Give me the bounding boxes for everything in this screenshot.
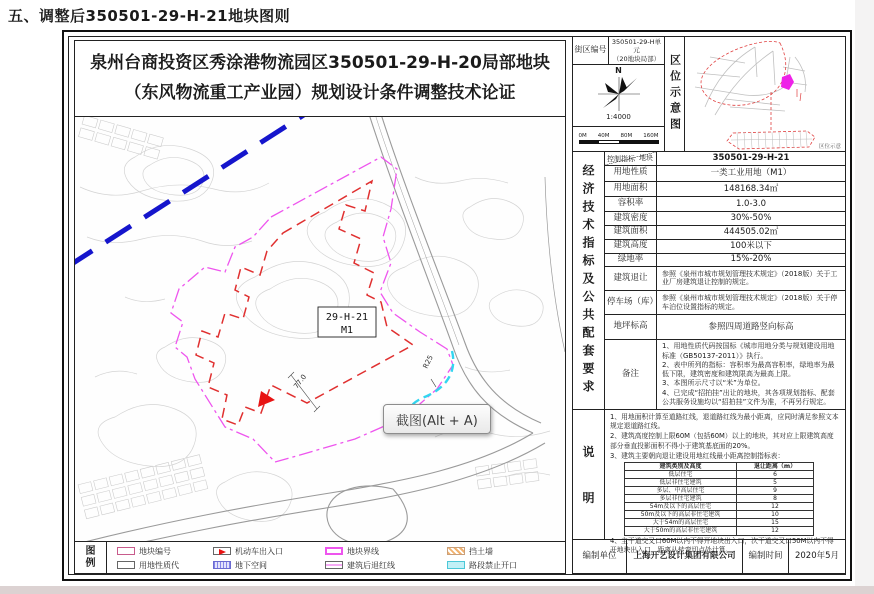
scalebar-tick: 80M bbox=[620, 132, 633, 139]
legend-item-no-opening bbox=[447, 560, 565, 571]
drawing-title bbox=[75, 41, 565, 117]
legend-item-plot-boundary bbox=[325, 546, 447, 557]
retaining-wall-icon bbox=[447, 547, 465, 555]
plot-use-label: M1 bbox=[340, 325, 354, 336]
plot-id-value: 350501-29-H-21 bbox=[712, 153, 790, 164]
indicators-section bbox=[572, 152, 846, 410]
setback-table: 建筑类别及高度 退让距离（m） 低层住宅 6 低层非住宅建筑 5 多层、中高层住宅 9 多层非住宅建筑 8 54m及以下的高层住宅 12 50m及以下的高层非住宅建筑 10 大于54m的高层住宅 15 大于50m的高层非住宅建筑 12 bbox=[624, 462, 814, 536]
row-setback: 建筑退让 参照《泉州市城市规划管理技术规定》（2018版）关于工业厂房建筑退让控制的规定。 bbox=[605, 267, 845, 291]
row-green: 绿地率 15%-20% bbox=[605, 254, 845, 267]
drawing-title-line2: （东风物流重工产业园）规划设计条件调整技术论证 bbox=[124, 82, 516, 103]
row-landuse: 用地性质 一类工业用地（M1） bbox=[605, 166, 845, 182]
org-value: 上海开艺设计集团有限公司 bbox=[627, 540, 743, 573]
note-1: 1、用地面积计算至道路红线，退道路红线为最小距离，应同时满足参照文本规定退道路红线。 bbox=[610, 413, 839, 431]
underground-space-icon bbox=[213, 561, 231, 569]
notes-vertical-title: 说 明 bbox=[573, 410, 605, 539]
map-panel bbox=[74, 40, 566, 574]
notes-body bbox=[605, 410, 845, 554]
row-floor-area: 建筑面积 444505.02㎡ bbox=[605, 226, 845, 240]
legend-label: 地块编号 bbox=[139, 546, 171, 556]
notes-section bbox=[572, 410, 846, 554]
legend bbox=[75, 541, 565, 573]
setback-row: 50m及以下的高层非住宅建筑 10 bbox=[625, 510, 813, 518]
rail-line bbox=[75, 117, 313, 267]
title-block-footer bbox=[572, 540, 846, 574]
scalebar-ticks bbox=[579, 134, 659, 140]
time-value: 2020年5月 bbox=[794, 551, 840, 562]
scalebar bbox=[573, 127, 664, 151]
scale-ratio-label: 1:4000 bbox=[606, 113, 631, 121]
row-height: 建筑高度 100米以下 bbox=[605, 240, 845, 254]
diag-top-label: 地块 bbox=[639, 154, 653, 162]
block-number-row bbox=[573, 37, 664, 65]
location-minimap-canvas bbox=[685, 37, 845, 151]
legend-heading-char1: 图 bbox=[85, 545, 96, 557]
setback-row: 低层住宅 6 bbox=[625, 470, 813, 478]
legend-item-plot-number bbox=[117, 546, 213, 557]
note-4: 4、主干道交叉口60M以内不得开地块出入口，次干道交叉口50M以内不得开地块出入口，距离从转弯切点处计算。 bbox=[610, 536, 834, 554]
plot-boundary-icon bbox=[325, 547, 343, 555]
legend-label: 机动车出入口 bbox=[235, 546, 283, 556]
radius-label: R25 bbox=[421, 353, 435, 370]
scalebar-tick: 40M bbox=[597, 132, 610, 139]
plot-number-icon bbox=[117, 547, 135, 555]
row-parking: 停车场（库） 参照《泉州市城市规划管理技术规定》（2018版）关于停车泊位设置指标的规定。 bbox=[605, 291, 845, 315]
setback-row: 大于54m的高层住宅 15 bbox=[625, 518, 813, 526]
landuse-code-icon bbox=[117, 561, 135, 569]
legend-label: 地下空间 bbox=[235, 560, 267, 570]
row-area: 用地面积 148168.34㎡ bbox=[605, 182, 845, 198]
location-minimap bbox=[685, 37, 845, 151]
org-label: 编制单位 bbox=[573, 540, 627, 573]
legend-items bbox=[107, 542, 565, 573]
time-label: 编制时间 bbox=[743, 540, 789, 573]
setback-row: 大于50m的高层非住宅建筑 12 bbox=[625, 526, 813, 534]
header-left bbox=[573, 37, 665, 151]
setback-line-icon bbox=[325, 561, 343, 569]
row-far: 容积率 1.0-3.0 bbox=[605, 197, 845, 212]
note-2: 2、建筑高度控制上限60M（包括60M）以上的地块，其对应上限建筑高度部分垂直投影面积不得小于建筑基底面的20%。 bbox=[610, 432, 834, 450]
vehicle-entrance-marker bbox=[258, 391, 275, 407]
block-number-value bbox=[609, 37, 664, 64]
page-bottom-strip bbox=[0, 586, 874, 594]
block-number-label: 街区编号 bbox=[573, 37, 609, 64]
block-number-line1: 350501-29-H单元 bbox=[611, 37, 662, 55]
vehicle-entrance-icon bbox=[213, 547, 231, 555]
minimap-caption: 区位示意 bbox=[818, 144, 841, 150]
note-3: 3、建筑主要朝向退让建设用地红线最小距离控制指标表： bbox=[610, 451, 785, 460]
legend-item-underground bbox=[213, 560, 325, 571]
legend-item-setback-line bbox=[325, 560, 447, 571]
page-right-margin bbox=[855, 0, 874, 594]
site-map-canvas bbox=[75, 117, 565, 541]
minimap-plot-highlight bbox=[781, 74, 794, 90]
legend-item-landuse-code bbox=[117, 560, 213, 571]
scalebar-bar bbox=[579, 140, 659, 144]
legend-label: 用地性质代 bbox=[139, 560, 179, 570]
dim-77-label: 77.0 bbox=[292, 373, 309, 391]
drawing-title-line1: 泉州台商投资区秀涂港物流园区350501-29-H-20局部地块 bbox=[90, 52, 550, 73]
legend-item-retaining-wall bbox=[447, 546, 565, 557]
setback-row: 低层非住宅建筑 5 bbox=[625, 478, 813, 486]
location-panel-title: 区位示意图 bbox=[665, 37, 685, 151]
setback-row: 54m及以下的高层住宅 12 bbox=[625, 502, 813, 510]
scalebar-tick: 160M bbox=[643, 132, 659, 139]
compass-cell bbox=[573, 65, 664, 127]
minimap-marks bbox=[797, 89, 801, 101]
legend-heading bbox=[75, 542, 107, 573]
north-label: N bbox=[615, 66, 622, 75]
plot-label-box bbox=[318, 307, 376, 337]
minimap-boundary bbox=[701, 41, 786, 105]
site-map bbox=[75, 117, 565, 541]
info-panel bbox=[572, 36, 846, 574]
page-title: 五、调整后350501-29-H-21地块图则 bbox=[8, 7, 291, 25]
legend-label: 路段禁止开口 bbox=[469, 560, 517, 570]
parcel-texture bbox=[78, 117, 539, 519]
legend-heading-char2: 例 bbox=[85, 557, 96, 569]
header-strip bbox=[572, 36, 846, 152]
row-elevation: 地坪标高 参照四周道路竖向标高 bbox=[605, 315, 845, 340]
contour-texture bbox=[80, 145, 550, 521]
scalebar-tick: 0M bbox=[578, 132, 587, 139]
indicators-header-row bbox=[605, 152, 845, 166]
minimap-island bbox=[727, 131, 815, 149]
diagonal-header-cell bbox=[605, 152, 657, 165]
legend-item-vehicle-entrance bbox=[213, 546, 325, 557]
screenshot-tooltip: 截图(Alt + A) bbox=[383, 404, 491, 434]
compass-rose-icon bbox=[596, 75, 642, 113]
indicators-table bbox=[605, 152, 845, 409]
row-density: 建筑密度 30%-50% bbox=[605, 212, 845, 226]
plot-code-label: 29-H-21 bbox=[325, 312, 369, 323]
setback-row: 多层、中高层住宅 9 bbox=[625, 486, 813, 494]
legend-label: 挡土墙 bbox=[469, 546, 493, 556]
drawing-frame bbox=[62, 30, 852, 581]
indicators-vertical-title: 经济技术指标及公共配套要求 bbox=[573, 152, 605, 409]
legend-label: 建筑后退红线 bbox=[347, 560, 395, 570]
legend-label: 地块界线 bbox=[347, 546, 379, 556]
plot-boundary bbox=[196, 181, 413, 425]
remarks-text: 1、用地性质代码按国标《城市用地分类与规划建设用地标准（GB50137-2011）》执行。 2、表中所列的指标：容积率为最高容积率，绿地率为最低下限，建筑密度和建筑限高为最高上限。 3、本图所示尺寸以“米”为单位。 4、已完成“招拍挂”出让的地块，其各项规划指标、配套公共服务设施均以“招拍挂”文件为准，不再另行规定。 bbox=[662, 342, 835, 406]
setback-row: 多层非住宅建筑 8 bbox=[625, 494, 813, 502]
no-opening-icon bbox=[447, 561, 465, 569]
diag-bottom-label: 控制指标 bbox=[607, 154, 635, 163]
row-remarks: 备注 1、用地性质代码按国标《城市用地分类与规划建设用地标准（GB50137-2011）》执行。 2、表中所列的指标：容积率为最高容积率，绿地率为最低下限，建筑密度和建筑限高为最高上限。 3、本图所示尺寸以“米”为单位。 4、已完成“招拍挂”出让的地块，其各项规划指标、配套公共服务设施均以“招拍挂”文件为准，不再另行规定。 bbox=[605, 340, 845, 409]
block-number-line2: （20地块局部） bbox=[612, 54, 661, 63]
